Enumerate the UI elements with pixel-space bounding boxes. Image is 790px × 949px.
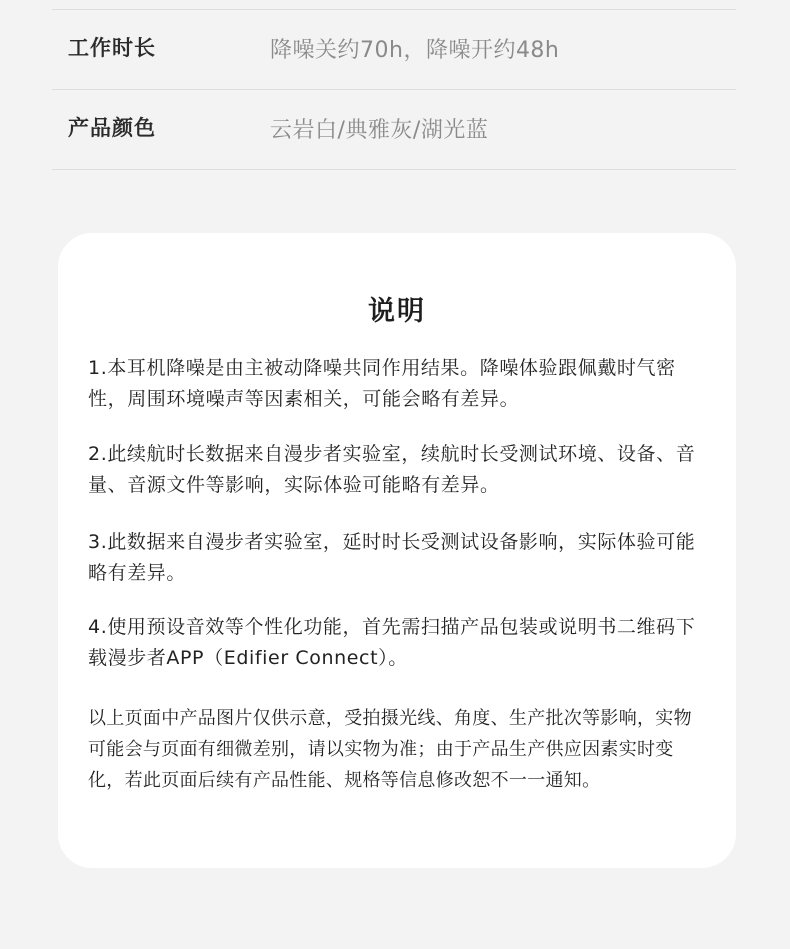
notes-title: 说明 xyxy=(368,296,426,327)
spec-label: 产品颜色 xyxy=(68,116,156,140)
notes-card xyxy=(58,233,736,868)
spec-row-product-color xyxy=(52,90,736,170)
note-item: 4.使用预设音效等个性化功能，首先需扫描产品包装或说明书二维码下载漫步者APP（Edifier Connect）。 xyxy=(88,616,696,669)
note-item: 1.本耳机降噪是由主被动降噪共同作用结果。降噪体验跟佩戴时气密性，周围环境噪声等因素相关，可能会略有差异。 xyxy=(88,357,676,410)
note-item: 2.此续航时长数据来自漫步者实验室，续航时长受测试环境、设备、音量、音源文件等影响，实际体验可能略有差异。 xyxy=(88,443,696,496)
spec-label: 工作时长 xyxy=(68,36,156,60)
disclaimer-text: 以上页面中产品图片仅供示意，受拍摄光线、角度、生产批次等影响，实物可能会与页面有细微差别，请以实物为准；由于产品生产供应因素实时变化，若此页面后续有产品性能、规格等信息修改恕不一一通知。 xyxy=(88,708,692,791)
spec-value: 云岩白/典雅灰/湖光蓝 xyxy=(270,118,489,143)
spec-value: 降噪关约70h，降噪开约48h xyxy=(270,38,560,63)
spec-row-working-time xyxy=(52,10,736,90)
note-item: 3.此数据来自漫步者实验室，延时时长受测试设备影响，实际体验可能略有差异。 xyxy=(88,531,696,584)
